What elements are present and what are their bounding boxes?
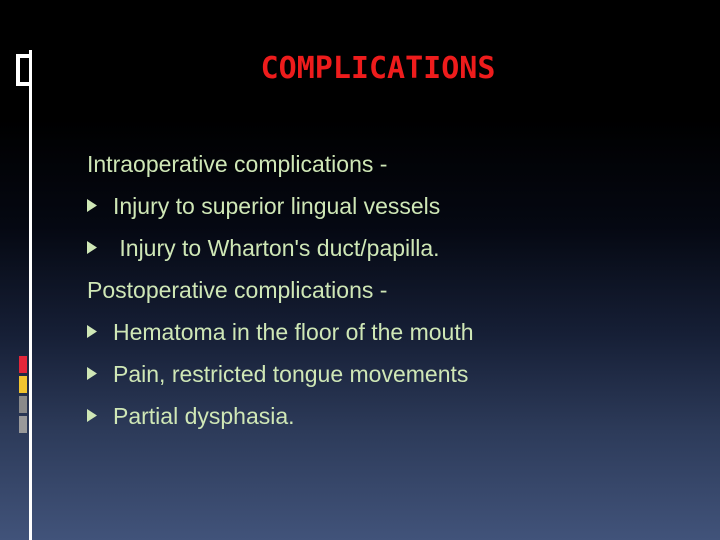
bullet-item xyxy=(87,395,707,437)
bullet-item xyxy=(87,311,707,353)
bullet-text: Partial dysphasia. xyxy=(113,403,295,429)
section-heading-intraoperative xyxy=(87,143,707,185)
accent-bar-gray-light xyxy=(19,416,27,433)
accent-bar-red xyxy=(19,356,27,373)
accent-bar-gray xyxy=(19,396,27,413)
section-heading-text: Postoperative complications - xyxy=(87,277,388,303)
triangle-bullet-icon xyxy=(87,367,97,380)
triangle-bullet-icon xyxy=(87,241,97,254)
slide-title: COMPLICATIONS xyxy=(260,51,496,86)
triangle-bullet-icon xyxy=(87,325,97,338)
bullet-text: Injury to superior lingual vessels xyxy=(113,193,441,219)
bullet-item xyxy=(87,353,707,395)
bullet-text: Injury to Wharton's duct/papilla. xyxy=(113,235,440,261)
left-rail-gap xyxy=(29,0,32,50)
bullet-text: Pain, restricted tongue movements xyxy=(113,361,469,387)
bullet-item xyxy=(87,185,707,227)
triangle-bullet-icon xyxy=(87,199,97,212)
section-heading-text: Intraoperative complications - xyxy=(87,151,388,177)
triangle-bullet-icon xyxy=(87,409,97,422)
bullet-text: Hematoma in the floor of the mouth xyxy=(113,319,474,345)
slide-body xyxy=(87,143,707,437)
accent-bar-yellow xyxy=(19,376,27,393)
bullet-item xyxy=(87,227,707,269)
section-heading-postoperative xyxy=(87,269,707,311)
